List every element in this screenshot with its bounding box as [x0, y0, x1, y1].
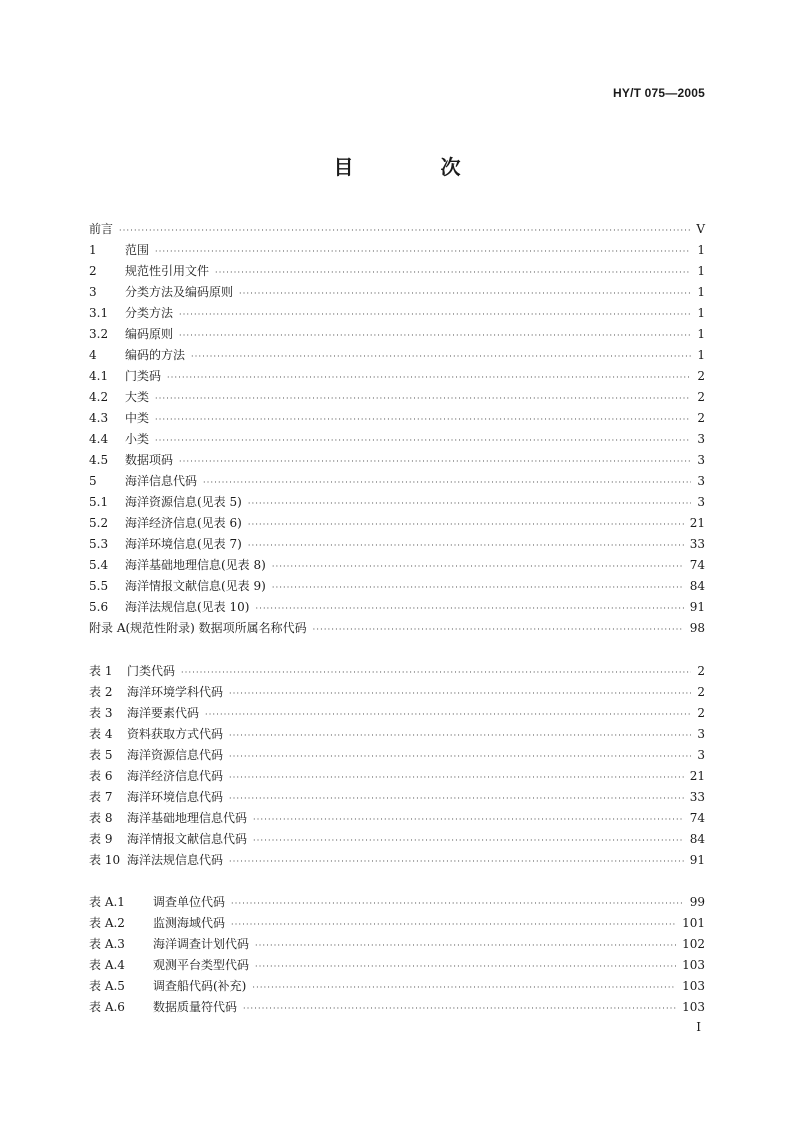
toc-entry-title: 监测海域代码: [153, 916, 226, 930]
toc-entry-number: 4.5: [89, 453, 109, 467]
toc-entry-page: 2: [697, 390, 705, 404]
toc-entry-number: 3: [89, 285, 97, 299]
toc-entry-title: 海洋资源信息代码: [127, 748, 224, 762]
toc-entry-number: 表 7: [89, 790, 113, 804]
toc-entry-number: 表 3: [89, 706, 113, 720]
toc-entry-page: 103: [682, 979, 705, 993]
toc-entry-title: 海洋信息代码: [125, 474, 198, 488]
toc-entry-title: 海洋情报文献信息代码: [127, 832, 248, 846]
toc-entry-page: 2: [697, 411, 705, 425]
toc-entry-page: 3: [697, 748, 705, 762]
toc-entry-title: 小类: [125, 432, 150, 446]
toc-entry-number: 表 2: [89, 685, 113, 699]
dot-leader: [248, 535, 684, 556]
dot-leader: [248, 493, 692, 514]
toc-entry-number: 3.2: [89, 327, 109, 341]
toc-entry-page: 3: [697, 727, 705, 741]
toc-entry-page: 99: [689, 895, 705, 909]
toc-entry-number: 表 9: [89, 832, 113, 846]
dot-leader: [229, 746, 691, 767]
toc-entry-page: 3: [697, 474, 705, 488]
toc-entry-number: 表 1: [89, 664, 113, 678]
toc-entry-number: 4.4: [89, 432, 109, 446]
toc-entry-number: 表 6: [89, 769, 113, 783]
toc-entry-number: 表 A.4: [89, 958, 125, 972]
toc-entry-page: 3: [697, 453, 705, 467]
toc-entry[interactable]: [89, 682, 705, 703]
toc-entry[interactable]: [89, 534, 705, 555]
toc-entry-title: 范围: [125, 243, 150, 257]
toc-entry-title: 海洋环境信息代码: [127, 790, 224, 804]
toc-entry[interactable]: [89, 576, 705, 597]
toc-entry-number: 4.1: [89, 369, 109, 383]
toc-entry[interactable]: [89, 618, 705, 639]
toc-entry-title: 海洋经济信息代码: [127, 769, 224, 783]
toc-entry-page: 91: [689, 600, 705, 614]
toc-entry-number: 表 A.3: [89, 937, 125, 951]
toc-entry-number: 表 8: [89, 811, 113, 825]
toc-entry[interactable]: [89, 555, 705, 576]
toc-entry[interactable]: [89, 661, 705, 682]
toc-appendix-tables-list: [89, 892, 705, 1018]
toc-entry-title: 编码原则: [125, 327, 174, 341]
dot-leader: [255, 935, 676, 956]
toc-entry[interactable]: [89, 366, 705, 387]
dot-leader: [255, 956, 676, 977]
dot-leader: [205, 704, 691, 725]
toc-entry[interactable]: [89, 387, 705, 408]
toc-entry-number: 表 A.5: [89, 979, 125, 993]
toc-entry-number: 表 4: [89, 727, 113, 741]
dot-leader: [179, 304, 691, 325]
toc-entry[interactable]: [89, 829, 705, 850]
page-title: 目 次: [333, 155, 501, 179]
toc-entry-title: 大类: [125, 390, 150, 404]
toc-entry-title: 编码的方法: [125, 348, 186, 362]
dot-leader: [313, 619, 684, 640]
toc-entry-page: 1: [697, 348, 705, 362]
toc-entry[interactable]: [89, 808, 705, 829]
dot-leader: [243, 998, 676, 1019]
toc-entry-number: 表 5: [89, 748, 113, 762]
toc-entry-title: 海洋要素代码: [127, 706, 200, 720]
toc-entry-page: 1: [697, 327, 705, 341]
toc-entry-page: 103: [682, 1000, 705, 1014]
toc-entry-number: 表 A.6: [89, 1000, 125, 1014]
toc-entry-title: 海洋资源信息(见表 5): [125, 495, 242, 509]
toc-entry-page: 74: [689, 811, 705, 825]
dot-leader: [239, 283, 691, 304]
dot-leader: [231, 893, 684, 914]
toc-entry-title: 海洋基础地理信息代码: [127, 811, 248, 825]
toc-entry-page: 84: [689, 579, 705, 593]
toc-entry[interactable]: [89, 471, 705, 492]
toc-entry[interactable]: [89, 955, 705, 976]
dot-leader: [215, 262, 691, 283]
toc-entry-page: 2: [697, 664, 705, 678]
toc-entry-number: 表 10: [89, 853, 121, 867]
toc-entry[interactable]: [89, 303, 705, 324]
dot-leader: [155, 409, 691, 430]
dot-leader: [155, 388, 691, 409]
toc-entry-number: 4: [89, 348, 97, 362]
toc-entry-number: 表 A.1: [89, 895, 125, 909]
dot-leader: [203, 472, 691, 493]
toc-entry[interactable]: [89, 513, 705, 534]
toc-entry[interactable]: [89, 703, 705, 724]
toc-entry-title: 数据项码: [125, 453, 174, 467]
toc-entry-title: 海洋情报文献信息(见表 9): [125, 579, 266, 593]
toc-entry-title: 海洋调查计划代码: [153, 937, 250, 951]
dot-leader: [229, 725, 691, 746]
toc-entry-number: 5.3: [89, 537, 109, 551]
toc-entry-title: 前言: [89, 222, 114, 236]
toc-entry-title: 海洋法规信息(见表 10): [125, 600, 250, 614]
dot-leader: [253, 809, 684, 830]
toc-entry-page: 1: [697, 285, 705, 299]
toc-entry-title: 分类方法及编码原则: [125, 285, 234, 299]
dot-leader: [231, 914, 676, 935]
toc-entry[interactable]: [89, 429, 705, 450]
toc-entry-page: 91: [689, 853, 705, 867]
dot-leader: [272, 577, 684, 598]
dot-leader: [229, 767, 684, 788]
dot-leader: [167, 367, 691, 388]
toc-entry-page: 3: [697, 432, 705, 446]
dot-leader: [229, 683, 691, 704]
toc-entry[interactable]: [89, 724, 705, 745]
toc-entry-page: 2: [697, 369, 705, 383]
toc-entry[interactable]: [89, 597, 705, 618]
toc-entry[interactable]: [89, 261, 705, 282]
toc-tables-list: [89, 661, 705, 871]
toc-entry-number: 4.2: [89, 390, 109, 404]
toc-entry-title: 中类: [125, 411, 150, 425]
toc-entry[interactable]: [89, 892, 705, 913]
toc-entry-number: 3.1: [89, 306, 109, 320]
toc-entry-page: 2: [697, 706, 705, 720]
dot-leader: [191, 346, 691, 367]
toc-entry-title: 调查单位代码: [153, 895, 226, 909]
dot-leader: [119, 220, 690, 241]
toc-entry-page: 84: [689, 832, 705, 846]
toc-entry-page: 3: [697, 495, 705, 509]
toc-entry-title: (规范性附录) 数据项所属名称代码: [125, 621, 307, 635]
dot-leader: [229, 788, 684, 809]
toc-entry[interactable]: [89, 976, 705, 997]
toc-entry-page: 33: [689, 537, 705, 551]
toc-entry-title: 规范性引用文件: [125, 264, 210, 278]
toc-entry-number: 5.2: [89, 516, 109, 530]
dot-leader: [255, 598, 683, 619]
toc-contents: [89, 219, 705, 639]
toc-entry-title: 海洋环境信息(见表 7): [125, 537, 242, 551]
toc-entry-number: 5.4: [89, 558, 109, 572]
toc-entry-number: 4.3: [89, 411, 109, 425]
dot-leader: [253, 830, 684, 851]
toc-entry-number: 1: [89, 243, 97, 257]
toc-entry[interactable]: [89, 408, 705, 429]
dot-leader: [155, 241, 691, 262]
toc-entry-title: 观测平台类型代码: [153, 958, 250, 972]
toc-entry-number: 5.1: [89, 495, 109, 509]
toc-entry-number: 5: [89, 474, 97, 488]
toc-entry-page: 33: [689, 790, 705, 804]
toc-entry[interactable]: [89, 282, 705, 303]
toc-entry-number: 5.6: [89, 600, 109, 614]
toc-entry[interactable]: [89, 745, 705, 766]
toc-entry-title: 海洋经济信息(见表 6): [125, 516, 242, 530]
toc-entry-page: 1: [697, 306, 705, 320]
dot-leader: [272, 556, 684, 577]
toc-entry-number: 5.5: [89, 579, 109, 593]
toc-entry-title: 门类代码: [127, 664, 176, 678]
toc-entry-page: 2: [697, 685, 705, 699]
toc-entry-title: 调查船代码(补充): [153, 979, 247, 993]
toc-entry-title: 分类方法: [125, 306, 174, 320]
toc-entry-page: 101: [682, 916, 705, 930]
dot-leader: [155, 430, 691, 451]
toc-entry-page: 103: [682, 958, 705, 972]
toc-entry-number: 附录 A: [89, 621, 126, 635]
toc-entry-page: 102: [682, 937, 705, 951]
dot-leader: [248, 514, 684, 535]
toc-entry-title: 数据质量符代码: [153, 1000, 238, 1014]
dot-leader: [181, 662, 691, 683]
toc-entry-page: 1: [697, 243, 705, 257]
toc-entry-title: 海洋基础地理信息(见表 8): [125, 558, 266, 572]
dot-leader: [252, 977, 676, 998]
toc-entry[interactable]: [89, 219, 705, 240]
toc-entry[interactable]: [89, 345, 705, 366]
toc-entry-page: 74: [689, 558, 705, 572]
toc-entry-title: 海洋法规信息代码: [127, 853, 224, 867]
toc-entry[interactable]: [89, 787, 705, 808]
toc-entry[interactable]: [89, 324, 705, 345]
dot-leader: [179, 451, 691, 472]
toc-entry-title: 海洋环境学科代码: [127, 685, 224, 699]
toc-entry-page: 21: [689, 769, 705, 783]
toc-entry[interactable]: [89, 492, 705, 513]
toc-entry-page: 98: [689, 621, 705, 635]
dot-leader: [229, 851, 684, 872]
toc-entry[interactable]: [89, 450, 705, 471]
toc-entry-title: 资料获取方式代码: [127, 727, 224, 741]
toc-entry[interactable]: [89, 240, 705, 261]
document-code: HY/T 075—2005: [613, 86, 705, 100]
toc-entry-page: V: [696, 222, 705, 236]
toc-entry[interactable]: [89, 997, 705, 1018]
toc-entry[interactable]: [89, 934, 705, 955]
toc-entry-page: 1: [697, 264, 705, 278]
toc-entry[interactable]: [89, 766, 705, 787]
dot-leader: [179, 325, 691, 346]
toc-entry[interactable]: [89, 850, 705, 871]
toc-entry[interactable]: [89, 913, 705, 934]
page-folio: I: [696, 1020, 701, 1034]
toc-entry-page: 21: [689, 516, 705, 530]
toc-entry-number: 2: [89, 264, 97, 278]
toc-entry-number: 表 A.2: [89, 916, 125, 930]
toc-entry-title: 门类码: [125, 369, 162, 383]
